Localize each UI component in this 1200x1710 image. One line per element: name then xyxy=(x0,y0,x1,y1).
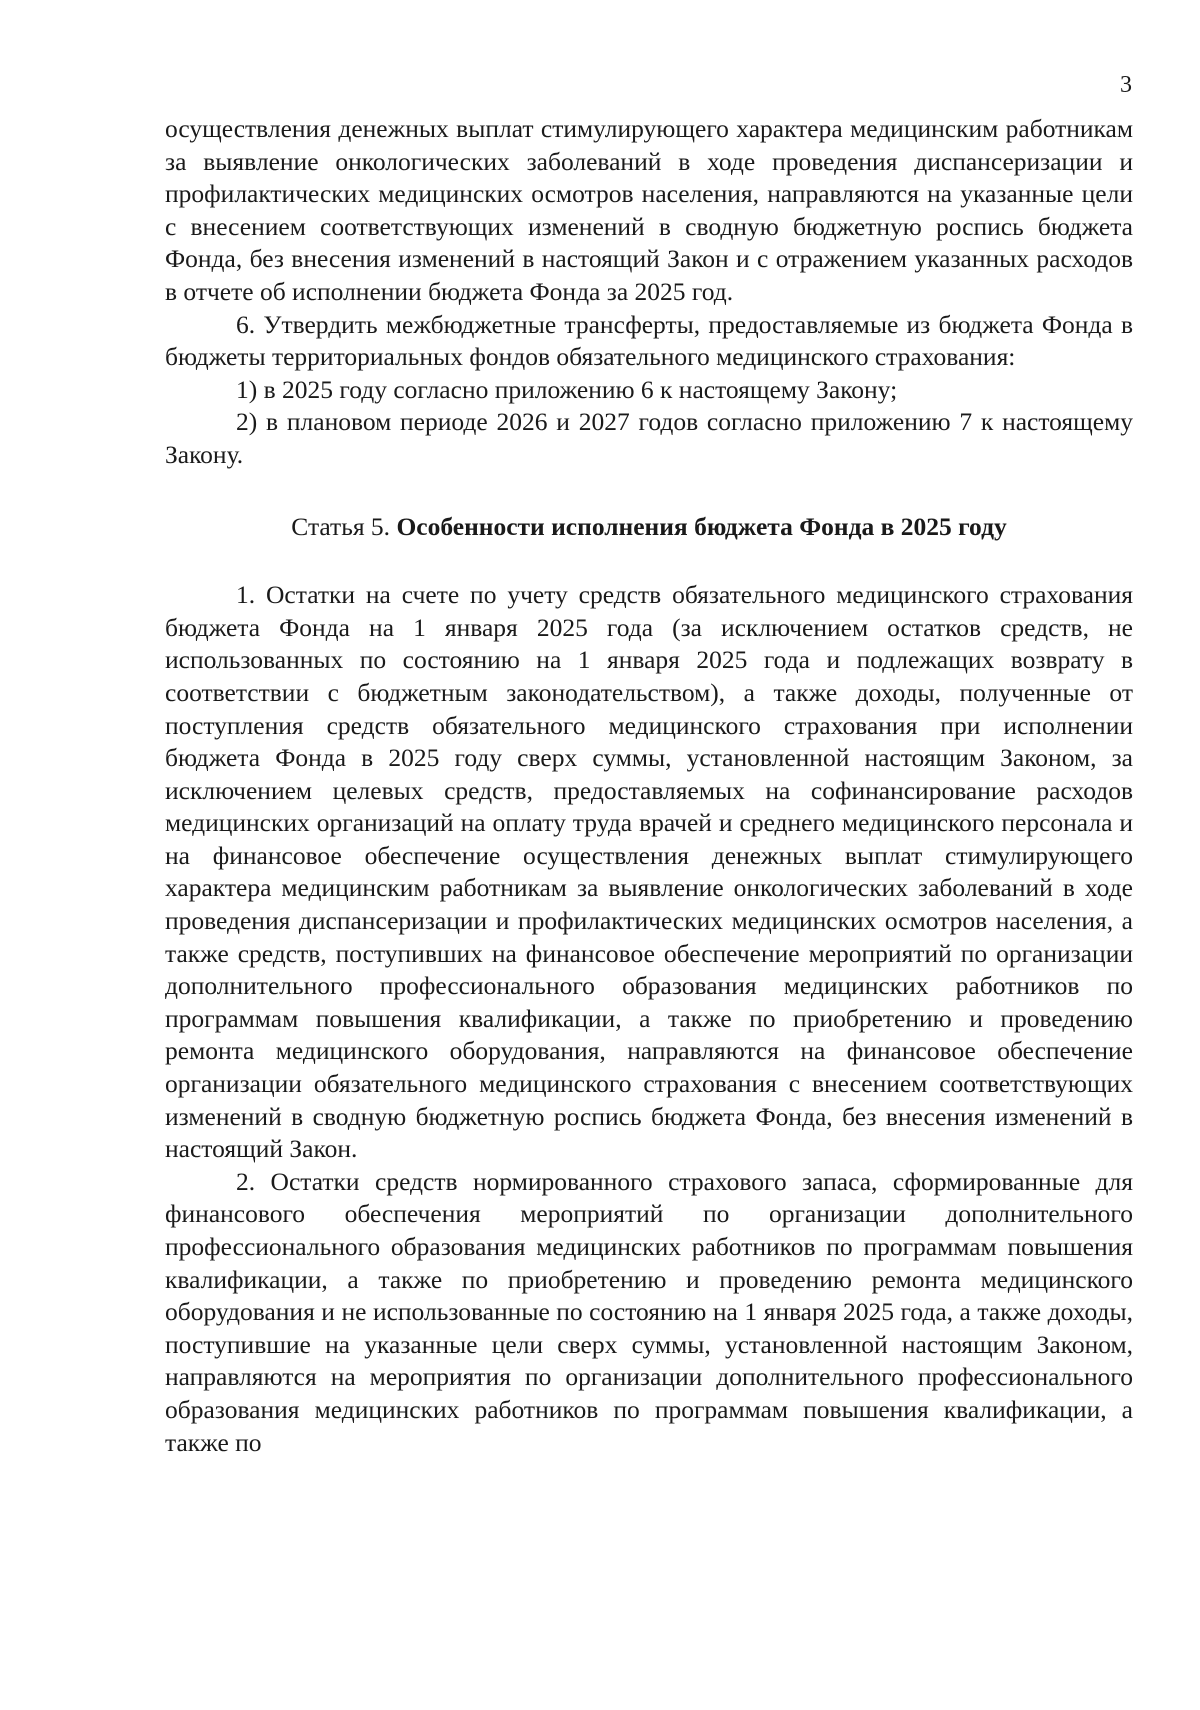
article-5-paragraph-1: 1. Остатки на счете по учету средств обязательного медицинского страхования бюджета Фонда на 1 января 2025 года (за исключением остатков средств, не использованных по состоянию на 1 января 2025 года и подлежащих возврату в соответствии с бюджетным законодательством), а также доходы, полученные от поступления средств обязательного медицинского страхования при исполнении бюджета Фонда в 2025 году сверх суммы, установленной настоящим Законом, за исключением целевых средств, предоставляемых на софинансирование расходов медицинских организаций на оплату труда врачей и среднего медицинского персонала и на финансовое обеспечение осуществления денежных выплат стимулирующего характера медицинским работникам за выявление онкологических заболеваний в ходе проведения диспансеризации и профилактических медицинских осмотров населения, а также средств, поступивших на финансовое обеспечение мероприятий по организации дополнительного профессионального образования медицинских работников по программам повышения квалификации, а также по приобретению и проведению ремонта медицинского оборудования, направляются на финансовое обеспечение организации обязательного медицинского страхования с внесением соответствующих изменений в сводную бюджетную роспись бюджета Фонда, без внесения изменений в настоящий Закон. xyxy=(165,580,1133,1164)
page-number: 3 xyxy=(1120,72,1132,98)
document-body xyxy=(165,113,1133,1459)
article-5-label: Статья 5. xyxy=(291,511,391,541)
item-6-subitem-2: 2) в плановом периоде 2026 и 2027 годов согласно приложению 7 к настоящему Закону. xyxy=(165,407,1133,469)
article-5-title: Особенности исполнения бюджета Фонда в 2025 году xyxy=(396,511,1007,541)
article-5-heading xyxy=(165,511,1133,544)
continuation-paragraph: осуществления денежных выплат стимулирующего характера медицинским работникам за выявление онкологических заболеваний в ходе проведения диспансеризации и профилактических медицинских осмотров населения, направляются на указанные цели с внесением соответствующих изменений в сводную бюджетную роспись бюджета Фонда, без внесения изменений в настоящий Закон и с отражением указанных расходов в отчете об исполнении бюджета Фонда за 2025 год. xyxy=(165,114,1133,306)
article-5-paragraph-2: 2. Остатки средств нормированного страхового запаса, сформированные для финансового обеспечения мероприятий по организации дополнительного профессионального образования медицинских работников по программам повышения квалификации, а также по приобретению и проведению ремонта медицинского оборудования и не использованные по состоянию на 1 января 2025 года, а также доходы, поступившие на указанные цели сверх суммы, установленной настоящим Законом, направляются на мероприятия по организации дополнительного профессионального образования медицинских работников по программам повышения квалификации, а также по xyxy=(165,1166,1133,1457)
item-6-subitem-1: 1) в 2025 году согласно приложению 6 к настоящему Закону; xyxy=(236,374,898,404)
item-6-paragraph: 6. Утвердить межбюджетные трансферты, предоставляемые из бюджета Фонда в бюджеты территориальных фондов обязательного медицинского страхования: xyxy=(165,309,1133,372)
